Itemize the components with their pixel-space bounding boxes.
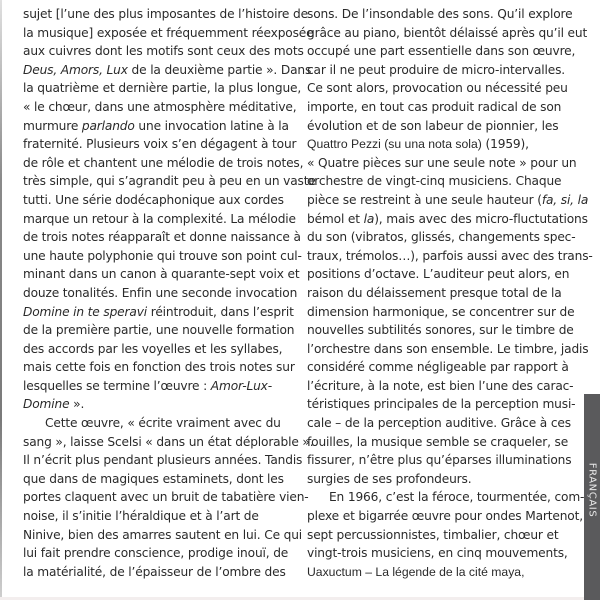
body-text: aux cuivres dont les motifs sont ceux des mots [23,44,304,59]
text-line [23,191,295,210]
title-text: Quattro Pezzi (su una nota sola) [307,137,482,152]
text-line [307,154,579,173]
text-line [23,135,295,154]
italic-text: Domine [23,397,70,412]
text-line [307,507,583,526]
body-text: marque un retour à la complexité. La mélodie [23,211,296,226]
body-text: En 1966, c’est la féroce, tourmentée, com- [329,490,585,505]
italic-text: Amor-Lux- [210,378,272,393]
text-line [23,451,303,470]
body-text: Ce sont alors, provocation ou nécessité peu [307,81,568,96]
text-line [23,172,316,191]
text-line [23,470,295,489]
body-text: considéré comme négligeable par rapport à [307,360,569,375]
body-text: sang », laisse Scelsi « dans un état déplorable ». [23,434,314,449]
body-text: portes claquent avec un bruit de tabatière vien- [23,490,309,505]
body-text: « Quatre pièces sur une seule note » pour un [307,155,577,170]
text-line [23,42,304,61]
text-line [307,395,579,414]
body-text: téristiques principales de la perception musi- [307,397,576,412]
text-line [307,321,579,340]
body-text: douze tonalités. Enfin une seconde invocation [23,285,298,300]
text-line [23,433,314,452]
page-edge-shadow [0,0,2,600]
body-text: fouilles, la musique semble se craqueler, se [307,434,569,449]
body-text: Ninive, bien des amarres sautent en lui. Ce qui [23,527,303,542]
body-text: la quatrième et dernière partie, la plus longue, [23,81,302,96]
text-line [23,414,295,433]
text-line [307,5,579,24]
text-line [23,117,295,136]
italic-text: Domine in te speravi [23,304,147,319]
body-text: orchestre de vingt-cinq musiciens. Chaque [307,174,562,189]
body-text: bémol et [307,211,364,226]
body-text: que dans de magiques estaminets, dont les [23,471,284,486]
body-text: l’écriture, à la note, est bien l’une des carac- [307,378,574,393]
body-text: nouvelles subtilités sonores, sur le timbre de [307,323,574,338]
text-line [307,451,579,470]
body-text: importe, en tout cas produit radical de son [307,99,562,114]
text-line [307,303,579,322]
body-text: raison du délaissement presque total de la [307,285,562,300]
body-text: de la première partie, une nouvelle formation [23,323,295,338]
text-line [23,265,300,284]
body-text: surgies de ses profondeurs. [307,471,472,486]
body-text: sept percussionnistes, timbalier, chœur et [307,527,559,542]
body-text: lui fait prendre conscience, prodige inouï, de [23,546,289,561]
body-text: traux, trémolos…), parfois aussi avec des trans- [307,248,593,263]
text-line [23,321,295,340]
text-line [23,358,295,377]
text-line [307,358,579,377]
body-text: sujet [l’une des plus imposantes de l’histoire de [23,7,308,21]
body-text: car il ne peut produire de micro-intervalles. [307,62,566,77]
body-text: positions d’octave. L’auditeur peut alors, en [307,267,570,282]
text-line [23,377,295,396]
body-text: vingt-trois musiciens, en cinq mouvements, [307,546,568,561]
body-text: la musique] exposée et fréquemment réexposée [23,25,314,40]
body-text: des accords par les voyelles et les syllabes, [23,341,283,356]
body-text: dimension harmonique, se concentrer sur de [307,304,575,319]
italic-text: parlando [81,118,135,133]
text-line [23,526,303,545]
body-text: occupé une part essentielle dans son œuvre, [307,44,576,59]
body-text: (1959), [481,137,529,152]
body-text: évolution et de son labeur de pionnier, les [307,118,559,133]
body-text: ». [69,397,85,412]
italic-text: la [363,211,375,226]
text-line [23,507,295,526]
text-line [307,135,579,154]
text-line [307,79,579,98]
body-text: très simple, qui s’agrandit peu à peu en un vaste [23,174,316,189]
body-text: ), mais avec des micro-fluctutations [374,211,588,226]
body-text: minant dans un canon à quarante-sept voix et [23,267,300,282]
body-text: réintroduit, dans l’esprit [147,304,294,319]
text-line [307,414,579,433]
text-line [23,395,295,414]
text-line [307,172,579,191]
language-tab [584,394,600,600]
text-line [307,24,588,43]
text-line [23,79,302,98]
body-text: tutti. Une série dodécaphonique aux cordes [23,192,284,207]
text-line [307,228,579,247]
body-text: Cette œuvre, « écrite vraiment avec du [45,416,281,431]
body-text: murmure [23,118,82,133]
title-text: Uaxuctum – La légende de la cité maya, [307,564,525,579]
text-line [307,265,579,284]
left-text-column [23,5,316,581]
body-text: de trois notes réapparaît et donne naissance à [23,230,301,245]
text-line [23,340,295,359]
italic-text: fa, si, la [541,192,589,207]
text-line [23,488,309,507]
body-text: « le chœur, dans une atmosphère méditative, [23,99,297,114]
text-line [307,526,579,545]
text-line [23,5,308,24]
text-line [23,61,312,80]
text-line [307,377,579,396]
body-text: de la deuxième partie ». Dans [127,62,312,77]
text-line [307,191,589,210]
text-line [307,61,579,80]
text-line [307,563,579,582]
text-line [307,340,589,359]
body-text: l’orchestre dans son ensemble. Le timbre, jadis [307,341,589,356]
language-tab-label: FRANÇAIS [586,462,598,518]
text-line [307,488,585,507]
text-line [23,228,301,247]
body-text: sons. De l’insondable des sons. Qu’il explore [307,7,573,21]
text-line [23,24,314,43]
body-text: grâce au piano, bientôt délaissé après qu’il eut [307,25,588,40]
text-line [23,544,295,563]
body-text: pièce se restreint à une seule hauteur ( [307,192,542,207]
italic-text: Deus, Amors, Lux [23,62,128,77]
body-text: noise, il s’initie l’héraldique et à l’art de [23,509,259,524]
text-line [307,210,588,229]
body-text: cale – de la perception auditive. Grâce à ces [307,416,571,431]
text-line [23,563,295,582]
body-text: plexe et bigarrée œuvre pour ondes Martenot, [307,509,583,524]
text-line [23,247,302,266]
body-text: mais cette fois en fonction des trois notes sur [23,360,295,375]
body-text: une invocation latine à la [134,118,289,133]
text-line [307,284,579,303]
body-text: lesquelles se termine l’œuvre : [23,378,211,393]
body-text: fraternité. Plusieurs voix s’en dégagent à tour [23,137,297,152]
text-line [307,98,579,117]
text-line [307,247,593,266]
text-line [23,154,304,173]
text-line [23,303,295,322]
body-text: une haute polyphonie qui trouve son point cul- [23,248,302,263]
body-text: la matérialité, de l’épaisseur de l’ombre des [23,564,286,579]
text-line [307,42,579,61]
body-text: fissurer, n’être plus qu’éparses illuminations [307,453,572,468]
text-line [307,117,579,136]
body-text: du son (vibratos, glissés, changements spec- [307,230,576,245]
text-line [23,98,295,117]
text-line [23,284,298,303]
text-line [307,544,579,563]
text-line [307,433,579,452]
text-line [307,470,579,489]
body-text: Il n’écrit plus pendant plusieurs années. Tandis [23,453,303,468]
text-line [23,210,295,229]
body-text: de rôle et chantent une mélodie de trois notes, [23,155,304,170]
